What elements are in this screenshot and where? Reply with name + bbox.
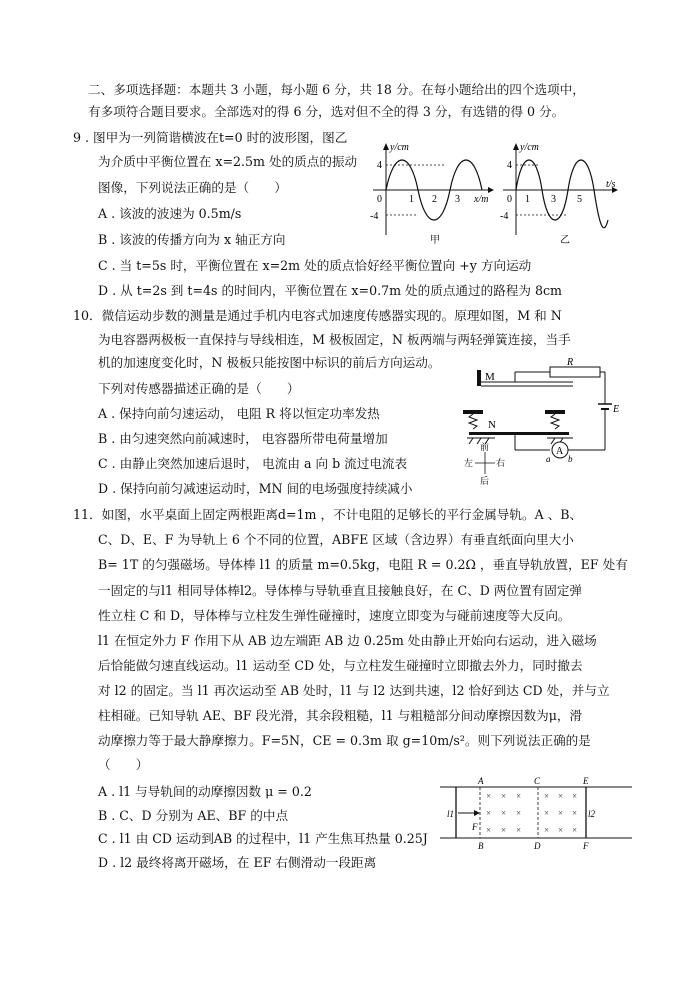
jia-tick-3: 3 [455, 194, 460, 205]
yi-x-axis-label: t/s [606, 179, 616, 190]
q11-stem-line8: 对 l2 的固定。当 l1 再次运动至 AB 处时，l1 与 l2 达到共速，l2 恰好到达 CD 处，并与立 [98, 683, 610, 698]
label-b: b [568, 454, 573, 464]
magnetic-field-crosses [486, 791, 577, 835]
svg-text:×: × [516, 825, 522, 835]
jia-y-axis-label: y/cm [390, 142, 409, 153]
label-l2: l2 [588, 809, 596, 819]
q11-stem-line4: 一固定的与l1 相同导体棒l2。导体棒与导轨垂直且接触良好，在 C、D 两位置有固定弹 [98, 583, 583, 598]
q10-option-a: A . 保持向前匀速运动， 电阻 R 将以恒定功率发热 [98, 406, 380, 421]
q11-stem-line6: l1 在恒定外力 F 作用下从 AB 边左端距 AB 边 0.25m 处由静止开始向右运动，进入磁场 [98, 633, 597, 648]
q11-stem-line5: 性立柱 C 和 D，导体棒与立柱发生弹性碰撞时，速度立即变为与碰前速度等大反向。 [98, 608, 571, 623]
q10-option-c: C . 由静止突然加速后退时， 电流由 a 向 b 流过电流表 [98, 456, 408, 471]
q9-option-c: C . 当 t=5s 时，平衡位置在 x=2m 处的质点恰好经平衡位置向 +y 方向运动 [98, 258, 532, 273]
label-D: D [534, 841, 541, 851]
label-R: R [567, 358, 574, 368]
section-instructions-line1: 二、多项选择题：本题共 3 小题，每小题 6 分，共 18 分。在每小题给出的四个选项中， [88, 82, 585, 97]
q9-stem-line3: 图像，下列说法正确的是（ ） [98, 180, 287, 195]
q11-stem-line1: 11．如图，水平桌面上固定两根距离d=1m ，不计电阻的足够长的平行金属导轨。A 、B、 [73, 507, 583, 522]
q9-option-a: A . 该波的波速为 0.5m/s [98, 206, 242, 221]
svg-text:×: × [544, 791, 550, 801]
yi-caption: 乙 [560, 235, 570, 246]
label-M: M [485, 371, 495, 383]
q11-option-b: B . C、D 分别为 AE、BF 的中点 [98, 808, 289, 823]
q10-option-d: D . 保持向前匀减速运动时，MN 间的电场强度持续减小 [98, 481, 413, 496]
svg-text:×: × [572, 825, 578, 835]
yi-tick-1: 1 [525, 194, 530, 205]
q9-stem-line1: 9 . 图甲为一列简谐横波在t=0 时的波形图，图乙 [73, 130, 348, 145]
figure-jia [370, 142, 494, 246]
label-B: B [478, 841, 484, 851]
jia-caption: 甲 [430, 235, 440, 246]
jia-y-top: 4 [377, 160, 382, 171]
q10-option-b: B . 由匀速突然向前减速时， 电容器所带电荷量增加 [98, 431, 388, 446]
svg-text:×: × [558, 791, 564, 801]
label-E: E [613, 404, 620, 415]
q9-wave-figures [368, 140, 618, 250]
label-F: F [583, 841, 589, 851]
q11-option-c: C . l1 由 CD 运动到AB 的过程中，l1 产生焦耳热量 0.25J [98, 831, 428, 846]
svg-text:×: × [516, 791, 522, 801]
label-A: A [478, 776, 484, 786]
q9-option-b: B . 该波的传播方向为 x 轴正方向 [98, 232, 286, 247]
svg-text:×: × [501, 808, 507, 818]
label-force-F: F [472, 822, 478, 832]
yi-y-axis-label: y/cm [520, 142, 539, 153]
svg-text:×: × [544, 808, 550, 818]
svg-text:×: × [486, 825, 492, 835]
svg-text:×: × [544, 825, 550, 835]
label-back: 后 [480, 476, 490, 486]
label-front: 前 [480, 442, 490, 452]
q11-option-a: A . l1 与导轨间的动摩擦因数 μ = 0.2 [98, 784, 312, 799]
label-right: 右 [496, 458, 506, 468]
jia-x-axis-label: x/m [474, 194, 489, 205]
yi-origin: 0 [507, 194, 512, 205]
label-left: 左 [464, 458, 474, 468]
svg-text:×: × [501, 791, 507, 801]
q11-rail-figure [438, 775, 634, 855]
q10-stem-line1: 10．微信运动步数的测量是通过手机内电容式加速度传感器实现的。原理如图，M 和 N [73, 308, 562, 323]
label-E: E [583, 776, 589, 786]
q11-stem-line7: 后恰能做匀速直线运动。l1 运动至 CD 处，与立柱发生碰撞时立即撤去外力，同时撤去 [98, 658, 583, 673]
q11-stem-line9: 柱相碰。已知导轨 AE、BF 段光滑，其余段粗糙，l1 与粗糙部分间动摩擦因数为μ，滑 [98, 708, 583, 723]
q10-stem-line2: 为电容器两极板一直保持与导线相连，M 极板固定，N 板两端与两轻弹簧连接，当手 [98, 332, 571, 347]
q11-option-d: D . l2 最终将离开磁场，在 EF 右侧滑动一段距离 [98, 855, 377, 870]
jia-origin: 0 [377, 194, 382, 205]
q9-option-d: D . 从 t=2s 到 t=4s 的时间内，平衡位置在 x=0.7m 处的质点通过的路程为 8cm [98, 283, 563, 298]
q11-stem-line10: 动摩擦力等于最大静摩擦力。F=5N，CE = 0.3m 取 g=10m/s²。则下列说法正确的是 [98, 733, 591, 748]
jia-tick-1: 1 [409, 194, 414, 205]
jia-tick-2: 2 [432, 194, 437, 205]
svg-text:×: × [486, 791, 492, 801]
svg-text:×: × [558, 825, 564, 835]
q10-stem-line3: 机的加速度变化时，N 极板只能按图中标识的前后方向运动。 [98, 355, 441, 370]
section-instructions-line2: 有多项符合题目要求。全部选对的得 6 分，选对但不全的得 3 分，有选错的得 0 分。 [88, 104, 565, 119]
svg-text:×: × [558, 808, 564, 818]
yi-y-top: 4 [507, 160, 512, 171]
q9-stem-line2: 为介质中平衡位置在 x=2.5m 处的质点的振动 [98, 154, 358, 169]
q11-stem-line3: B= 1T 的匀强磁场。导体棒 l1 的质量 m=0.5kg，电阻 R = 0.2Ω ，垂直导轨放置，EF 处有 [98, 557, 628, 572]
label-ammeter: A [556, 446, 564, 457]
q11-stem-line11: （ ） [98, 757, 149, 772]
label-l1: l1 [447, 809, 455, 819]
yi-tick-3: 3 [551, 194, 556, 205]
svg-text:×: × [486, 808, 492, 818]
label-a: a [546, 454, 551, 464]
jia-y-bottom: -4 [370, 211, 379, 222]
figure-yi [500, 142, 618, 246]
svg-text:×: × [572, 808, 578, 818]
label-N: N [488, 419, 496, 431]
yi-tick-5: 5 [577, 194, 582, 205]
svg-text:×: × [572, 791, 578, 801]
q11-stem-line2: C、D、E、F 为导轨上 6 个不同的位置，ABFE 区域（含边界）有垂直纸面向里大小 [98, 532, 574, 547]
label-C: C [534, 776, 541, 786]
yi-y-bottom: -4 [500, 211, 509, 222]
svg-text:×: × [501, 825, 507, 835]
resistor-R [550, 367, 600, 377]
q10-sensor-circuit [455, 358, 635, 488]
q10-stem-line4: 下列对传感器描述正确的是（ ） [98, 381, 300, 396]
svg-text:×: × [516, 808, 522, 818]
